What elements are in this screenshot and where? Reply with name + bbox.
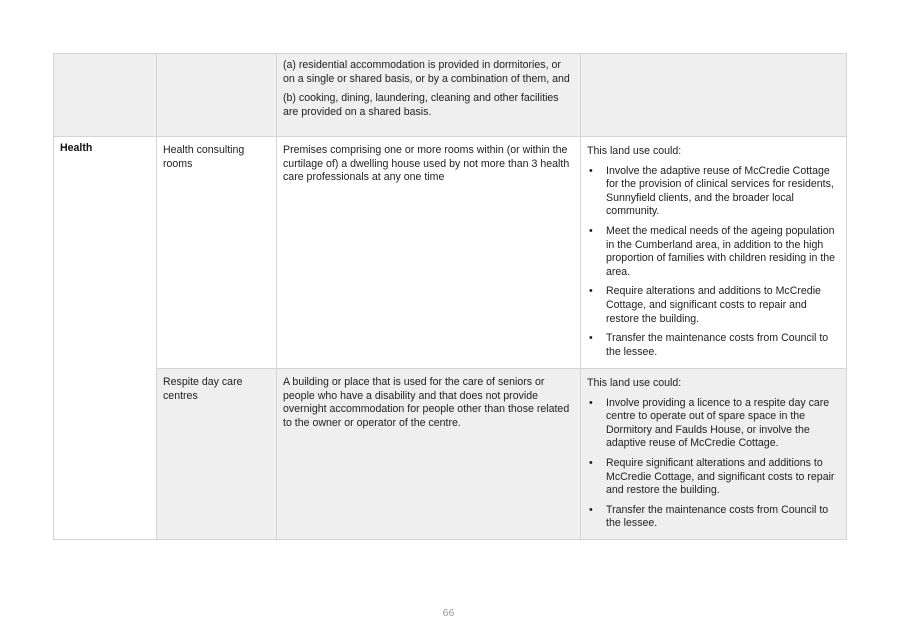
definition-cell — [277, 369, 581, 540]
list-item: • Require significant alterations and additions to McCredie Cottage, and significant costs to repair and restore the building. — [587, 457, 840, 498]
definition-clause-b: (b) cooking, dining, laundering, cleaning and other facilities are provided on a shared basis. — [283, 92, 559, 118]
land-use-definition: A building or place that is used for the care of seniors or people who have a disability and that does not provide overnight accommodation for people other than those related to the owner or operator of the centre. — [283, 376, 570, 429]
land-use-name: Health consulting rooms — [163, 144, 245, 170]
land-use-name: Respite day care centres — [163, 376, 243, 402]
category-label: Health — [60, 142, 93, 154]
assessment-intro: This land use could: — [587, 377, 682, 389]
continuation-row — [54, 54, 847, 137]
assessment-cell — [581, 137, 847, 369]
definition-clause-a: (a) residential accommodation is provided in dormitories, or on a single or shared basis, or by a combination of them, and — [283, 59, 570, 85]
use-cell — [157, 54, 277, 137]
land-use-table — [53, 53, 847, 540]
use-cell — [157, 137, 277, 369]
assessment-list — [587, 165, 840, 360]
list-item: • Meet the medical needs of the ageing population in the Cumberland area, in addition to the high proportion of families with children residing in the area. — [587, 225, 840, 279]
page-number: 66 — [442, 607, 455, 619]
use-cell — [157, 369, 277, 540]
assessment-cell — [581, 369, 847, 540]
list-item: • Transfer the maintenance costs from Council to the lessee. — [587, 332, 840, 359]
assessment-cell — [581, 54, 847, 137]
assessment-list — [587, 397, 840, 531]
list-item: • Transfer the maintenance costs from Council to the lessee. — [587, 504, 840, 531]
respite-row — [54, 369, 847, 540]
list-item: • Require alterations and additions to McCredie Cottage, and significant costs to repair and restore the building. — [587, 285, 840, 326]
definition-cell — [277, 54, 581, 137]
list-item: • Involve providing a licence to a respite day care centre to operate out of spare space in the Dormitory and Faulds House, or involve the adaptive reuse of McCredie Cottage. — [587, 397, 840, 451]
assessment-intro: This land use could: — [587, 145, 682, 157]
land-use-definition: Premises comprising one or more rooms within (or within the curtilage of) a dwelling house used by not more than 3 health care professionals at any one time — [283, 144, 570, 184]
definition-cell — [277, 137, 581, 369]
category-cell — [54, 54, 157, 137]
health-consulting-row — [54, 137, 847, 369]
list-item: • Involve the adaptive reuse of McCredie Cottage for the provision of clinical services for residents, Sunnyfield clients, and the broader local community. — [587, 165, 840, 219]
category-cell — [54, 137, 157, 540]
